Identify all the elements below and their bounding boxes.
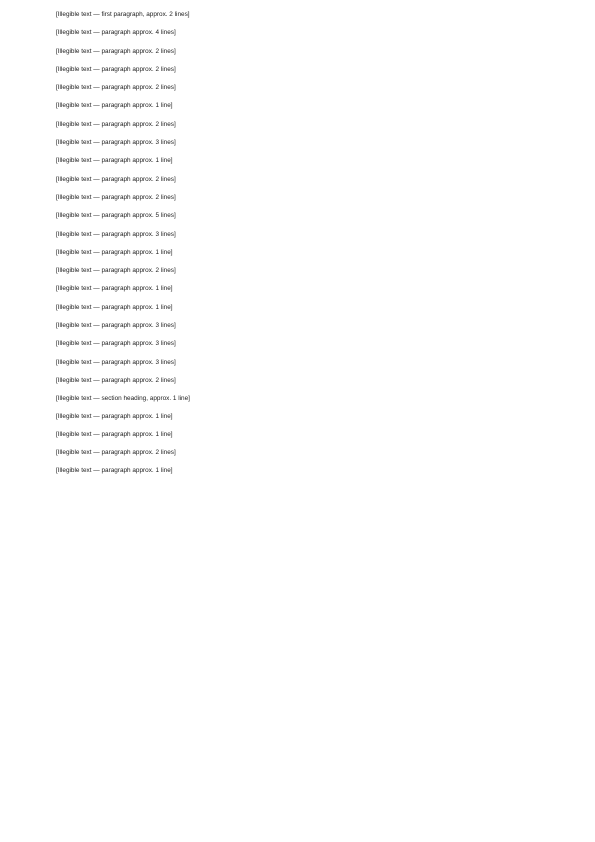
paragraph: [Illegible text — paragraph approx. 1 line] bbox=[56, 467, 173, 475]
paragraph: [Illegible text — paragraph approx. 2 lines] bbox=[56, 120, 176, 128]
paragraph: [Illegible text — first paragraph, approx. 2 lines] bbox=[56, 11, 190, 18]
paragraph: [Illegible text — paragraph approx. 2 lines] bbox=[56, 193, 176, 201]
paragraph: [Illegible text — paragraph approx. 4 lines] bbox=[56, 29, 176, 37]
paragraph: [Illegible text — paragraph approx. 2 lines] bbox=[56, 65, 176, 73]
paragraph: [Illegible text — paragraph approx. 3 lines] bbox=[56, 358, 176, 366]
paragraph: [Illegible text — paragraph approx. 1 line] bbox=[56, 102, 173, 110]
paragraph: [Illegible text — paragraph approx. 2 lines] bbox=[56, 175, 176, 183]
paragraph: [Illegible text — paragraph approx. 2 lines] bbox=[56, 449, 176, 457]
paragraph: [Illegible text — paragraph approx. 1 line] bbox=[56, 430, 173, 438]
paragraph: [Illegible text — paragraph approx. 3 lines] bbox=[56, 340, 176, 348]
section-heading: [Illegible text — section heading, approx. 1 line] bbox=[56, 395, 190, 403]
paragraph: [Illegible text — paragraph approx. 1 line] bbox=[56, 285, 173, 293]
paragraph: [Illegible text — paragraph approx. 2 lines] bbox=[56, 376, 176, 384]
paragraph: [Illegible text — paragraph approx. 1 line] bbox=[56, 157, 173, 165]
paragraph: [Illegible text — paragraph approx. 1 line] bbox=[56, 248, 173, 256]
paragraph: [Illegible text — paragraph approx. 3 lines] bbox=[56, 230, 176, 238]
paragraph: [Illegible text — paragraph approx. 2 lines] bbox=[56, 47, 176, 55]
paragraph: [Illegible text — paragraph approx. 3 lines] bbox=[56, 139, 176, 147]
paragraph: [Illegible text — paragraph approx. 3 lines] bbox=[56, 322, 176, 330]
paragraph: [Illegible text — paragraph approx. 2 lines] bbox=[56, 267, 176, 275]
paragraph: [Illegible text — paragraph approx. 2 lines] bbox=[56, 84, 176, 92]
paragraph: [Illegible text — paragraph approx. 1 line] bbox=[56, 303, 173, 311]
paragraph: [Illegible text — paragraph approx. 5 lines] bbox=[56, 212, 176, 220]
paragraph: [Illegible text — paragraph approx. 1 line] bbox=[56, 412, 173, 420]
